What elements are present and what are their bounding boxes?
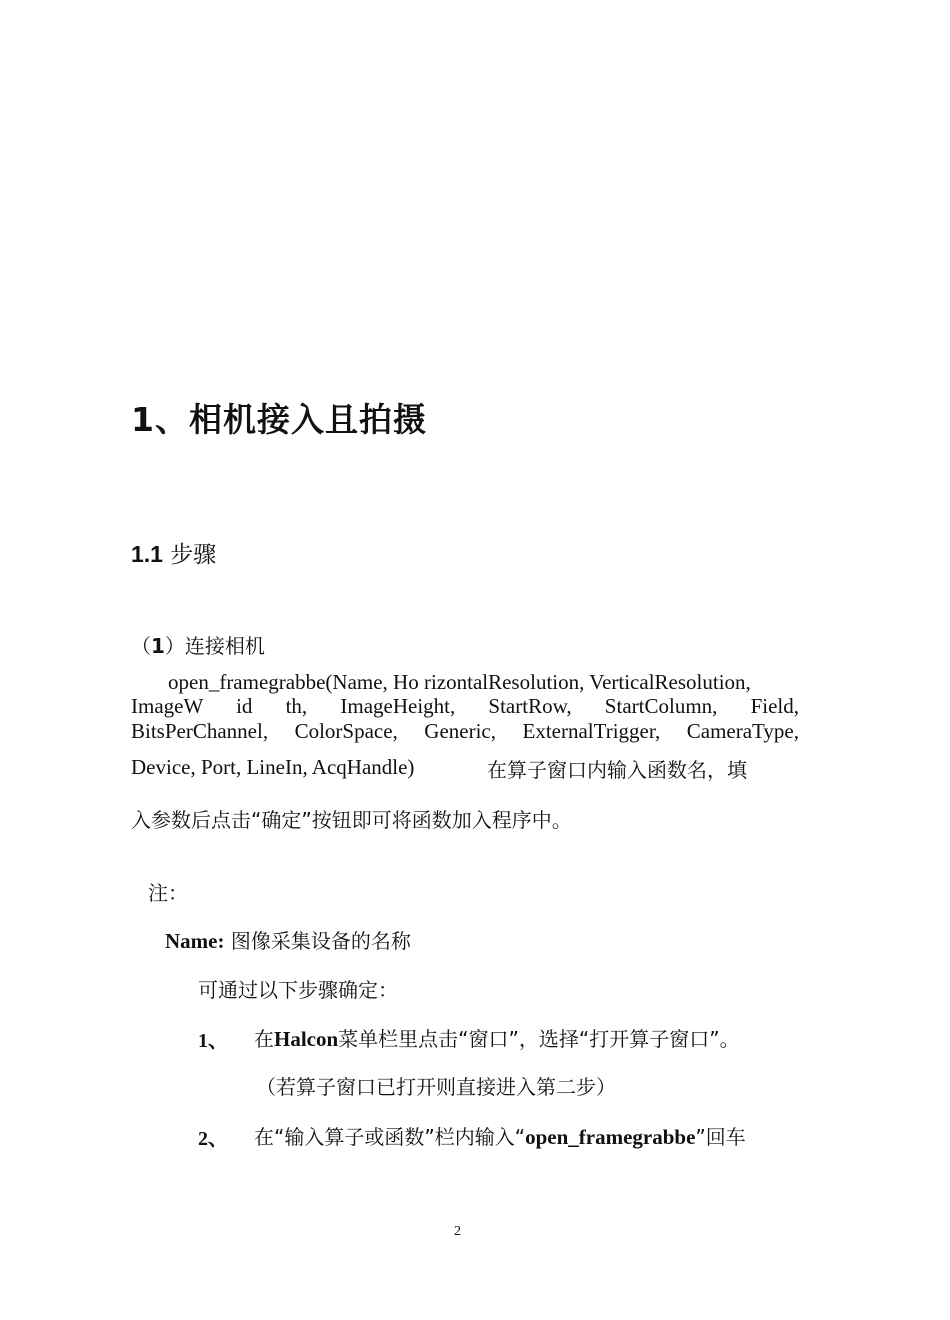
- subsection-heading: [131, 536, 216, 569]
- note-label: 注：: [148, 881, 188, 905]
- note-step2-post: ”回车: [695, 1125, 746, 1149]
- body-line-4-code: Device, Port, LineIn, AcqHandle): [131, 755, 415, 779]
- page-number: 2: [454, 1224, 461, 1239]
- step-heading-number: 1: [151, 634, 165, 658]
- body-line-5: 入参数后点击“确定”按钮即可将函数加入程序中。: [131, 808, 572, 832]
- subsection-number: 1.1: [131, 541, 163, 567]
- note-step1-number: 1、: [198, 1030, 228, 1052]
- note-steps-intro: 可通过以下步骤确定：: [198, 978, 398, 1002]
- note-step2-number: 2、: [198, 1128, 228, 1150]
- note-step1-pre: 在: [254, 1027, 274, 1051]
- subsection-title: 步骤: [170, 542, 217, 568]
- note-step1-sub: （若算子窗口已打开则直接进入第二步）: [256, 1075, 616, 1099]
- body-line-4-text: 在算子窗口内输入函数名，填: [487, 758, 747, 782]
- note-name-desc: 图像采集设备的名称: [230, 929, 411, 953]
- note-step2-pre: 在“输入算子或函数”栏内输入“: [254, 1125, 526, 1149]
- note-name-term: Name:: [165, 929, 225, 953]
- note-step2-code: open_framegrabbe: [525, 1125, 696, 1149]
- section-heading: 1、相机接入且拍摄: [131, 400, 427, 439]
- step-heading-close: ）: [164, 634, 185, 658]
- body-line-1: open_framegrabbe(Name, Ho rizontalResolution, VerticalResolution,: [168, 670, 751, 694]
- step-heading-open: （: [131, 634, 151, 658]
- step-heading-text: 连接相机: [184, 634, 265, 658]
- note-step1-post: 菜单栏里点击“窗口”，选择“打开算子窗口”。: [338, 1027, 740, 1051]
- note-step2: [254, 1121, 746, 1150]
- note-name-line: [165, 925, 411, 954]
- body-line-2: ImageW id th, ImageHeight, StartRow, StartColumn, Field,: [131, 694, 799, 718]
- note-step1-halcon: Halcon: [274, 1027, 339, 1051]
- step-heading: [131, 630, 265, 659]
- note-step1: [254, 1023, 740, 1052]
- body-line-3: BitsPerChannel, ColorSpace, Generic, ExternalTrigger, CameraType,: [131, 719, 799, 743]
